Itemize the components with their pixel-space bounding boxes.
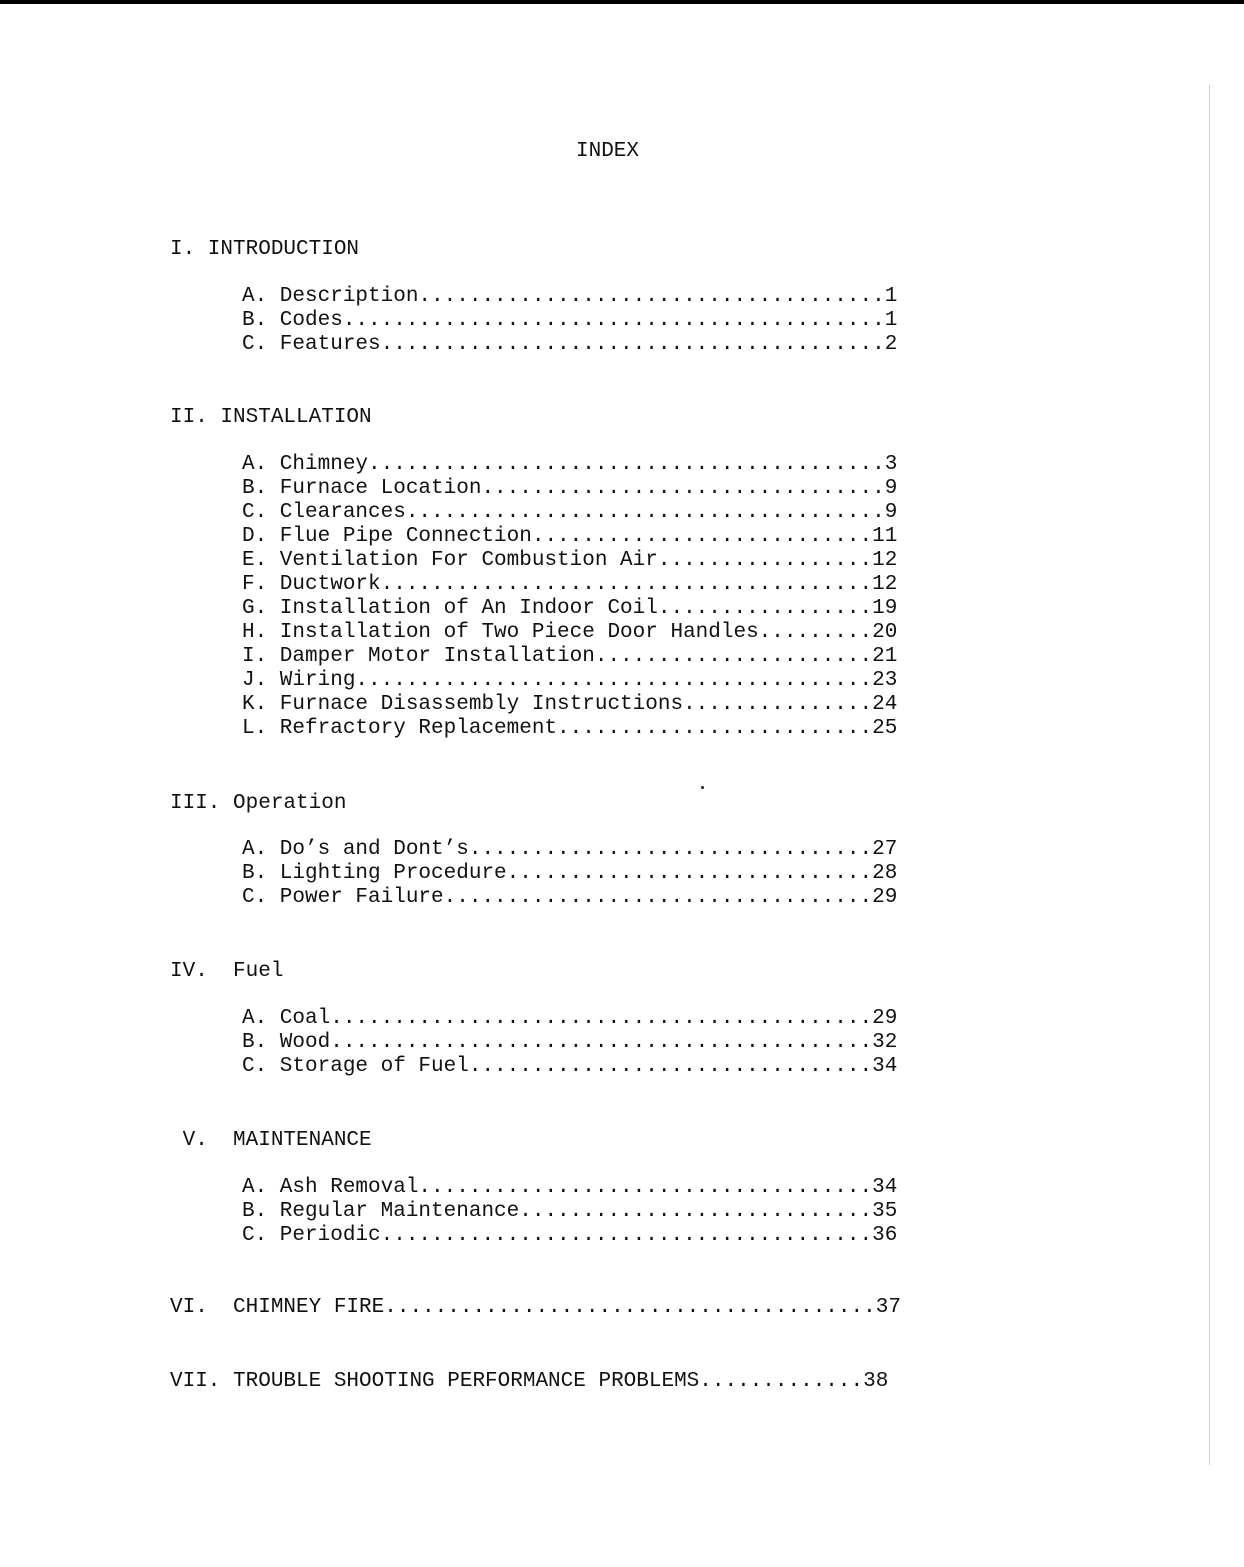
toc-entry: C. Features........................................2 [242, 333, 898, 356]
section-heading-operation: III. Operation [170, 792, 347, 815]
section-heading-installation: II. INSTALLATION [170, 406, 372, 429]
toc-entry: J. Wiring.........................................23 [242, 669, 898, 692]
toc-entry: B. Codes...........................................1 [242, 309, 898, 332]
toc-entry: G. Installation of An Indoor Coil.................19 [242, 597, 898, 620]
toc-entry: K. Furnace Disassembly Instructions...............24 [242, 693, 898, 716]
toc-entry-trouble-shooting: VII. TROUBLE SHOOTING PERFORMANCE PROBLEMS.............38 [170, 1370, 889, 1393]
scan-margin-line [1209, 85, 1210, 1465]
toc-entry: H. Installation of Two Piece Door Handles.........20 [242, 621, 898, 644]
toc-entry: L. Refractory Replacement.........................25 [242, 717, 898, 740]
section-heading-maintenance: V. MAINTENANCE [170, 1129, 372, 1152]
toc-entry: B. Regular Maintenance............................35 [242, 1200, 898, 1223]
toc-entry: E. Ventilation For Combustion Air.................12 [242, 549, 898, 572]
toc-entry: C. Storage of Fuel................................34 [242, 1055, 898, 1078]
section-heading-fuel: IV. Fuel [170, 960, 284, 983]
toc-entry: C. Clearances......................................9 [242, 501, 898, 524]
toc-entry: A. Coal...........................................29 [242, 1007, 898, 1030]
toc-entry: B. Furnace Location................................9 [242, 477, 898, 500]
toc-entry: A. Chimney.........................................3 [242, 453, 898, 476]
page-title: INDEX [576, 140, 640, 163]
toc-entry: I. Damper Motor Installation......................21 [242, 645, 898, 668]
toc-entry: B. Lighting Procedure.............................28 [242, 862, 898, 885]
toc-entry: D. Flue Pipe Connection...........................11 [242, 525, 898, 548]
scan-top-edge [0, 0, 1244, 4]
toc-entry: B. Wood...........................................32 [242, 1031, 898, 1054]
toc-entry: C. Periodic.......................................36 [242, 1224, 898, 1247]
scan-speck [701, 786, 704, 789]
toc-entry: C. Power Failure..................................29 [242, 886, 898, 909]
toc-entry: F. Ductwork.......................................12 [242, 573, 898, 596]
toc-entry: A. Do’s and Dont’s................................27 [242, 838, 898, 861]
toc-entry: A. Ash Removal....................................34 [242, 1176, 898, 1199]
section-heading-introduction: I. INTRODUCTION [170, 238, 360, 261]
toc-entry: A. Description.....................................1 [242, 285, 898, 308]
toc-entry-chimney-fire: VI. CHIMNEY FIRE.......................................37 [170, 1296, 901, 1319]
